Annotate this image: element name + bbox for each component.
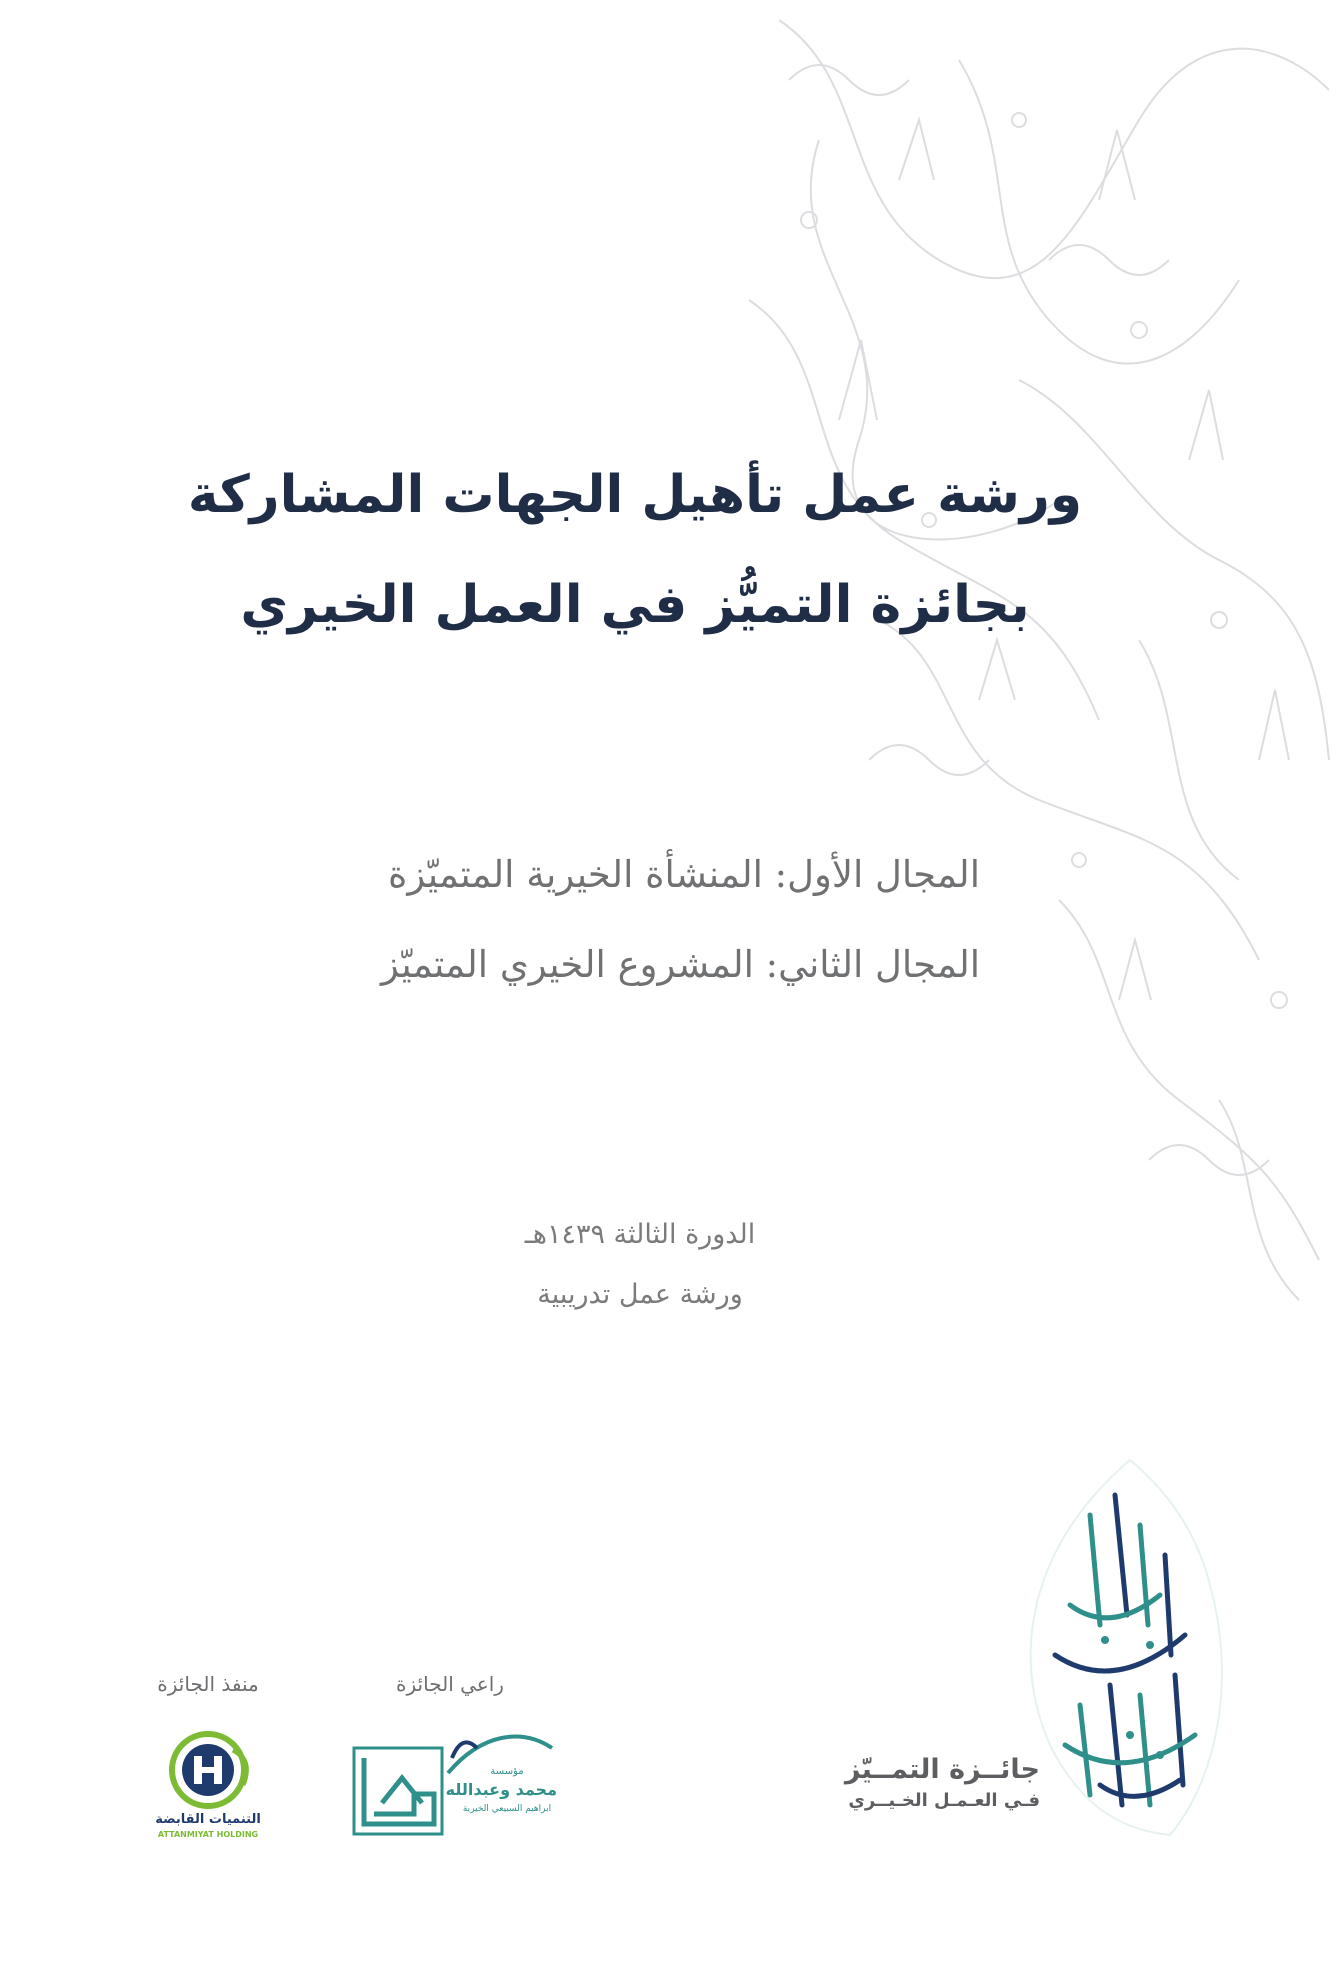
document-title	[150, 440, 1120, 660]
background-calligraphy-decoration	[719, 0, 1339, 1360]
award-name-line-1: جائــزة التمــيّز	[844, 1754, 1040, 1785]
sponsor-org-line-1: مؤسسة	[490, 1766, 524, 1777]
session-type: ورشة عمل تدريبية	[537, 1279, 743, 1310]
field-second: المجال الثاني: المشروع الخيري المتميّز	[381, 943, 980, 986]
sponsor-caption: راعي الجائزة	[396, 1672, 504, 1696]
sponsor-org-line-3: ابراهيم السبيعي الخيرية	[462, 1804, 552, 1814]
field-first: المجال الأول: المنشأة الخيرية المتميّزة	[387, 853, 980, 896]
award-calligraphy-logo	[1010, 1455, 1235, 1840]
executor-name-arabic: التنميات القابضة	[155, 1812, 261, 1827]
executor-caption: منفذ الجائزة	[157, 1672, 259, 1696]
executor-name-english: ATTANMIYAT HOLDING	[157, 1830, 259, 1839]
sponsor-org-line-2: محمد وعبدالله	[445, 1780, 557, 1799]
executor-logo	[138, 1730, 278, 1840]
title-line-2: بجائزة التميُّز في العمل الخيري	[240, 575, 1030, 635]
executor-emblem-icon	[138, 1730, 278, 1810]
award-name-text	[840, 1752, 1040, 1814]
session-edition: الدورة الثالثة ١٤٣٩هـ	[524, 1219, 756, 1250]
session-info	[470, 1205, 810, 1325]
award-name-line-2: فـي العـمـل الخـيــري	[848, 1790, 1040, 1811]
sponsor-logo	[352, 1728, 557, 1838]
award-fields	[300, 830, 980, 1010]
title-line-1: ورشة عمل تأهيل الجهات المشاركة	[187, 465, 1083, 525]
